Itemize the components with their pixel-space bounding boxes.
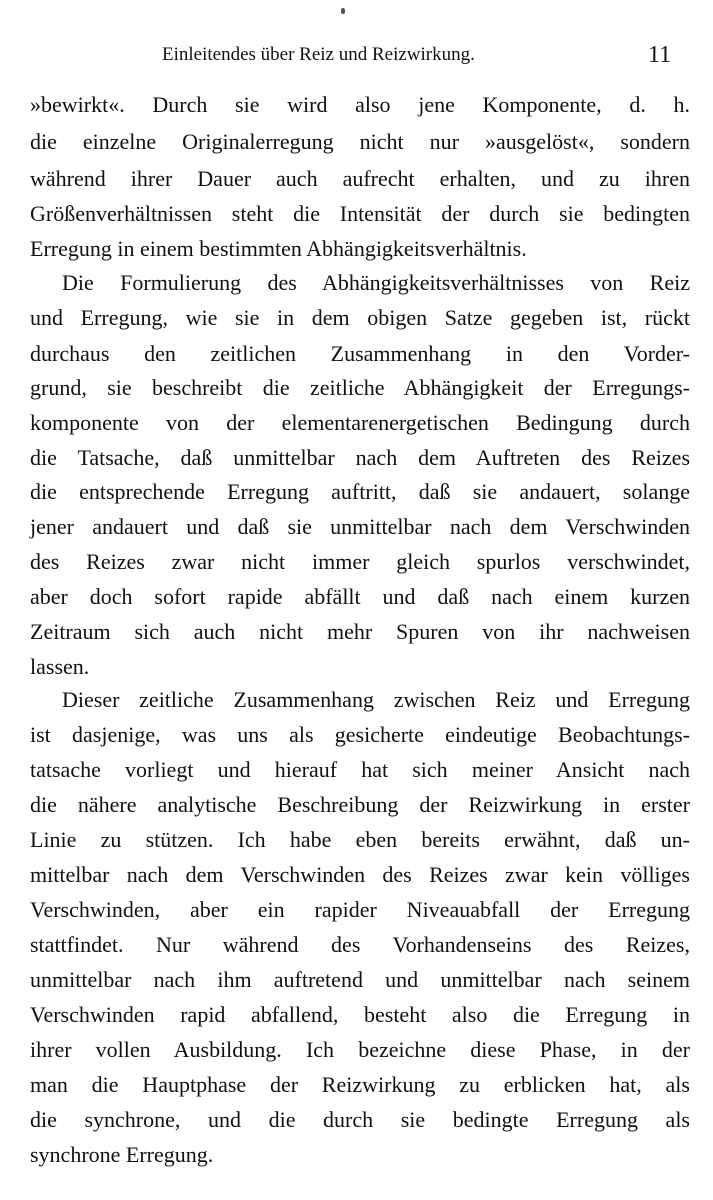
text-line: die einzelne Originalerregung nicht nur »ausgelöst«, sondern (30, 129, 690, 154)
text-line: die synchrone, und die durch sie bedingte Erregung als (30, 1107, 690, 1132)
text-line: Die Formulierung des Abhängigkeitsverhältnisses von Reiz (62, 270, 690, 295)
text-line: ist dasjenige, was uns als gesicherte eindeutige Beobachtungs- (30, 722, 690, 747)
text-line: mittelbar nach dem Verschwinden des Reizes zwar kein völliges (30, 862, 690, 887)
text-line: Erregung in einem bestimmten Abhängigkeitsverhältnis. (30, 236, 527, 261)
text-line: während ihrer Dauer auch aufrecht erhalten, und zu ihren (30, 166, 690, 191)
text-line: man die Hauptphase der Reizwirkung zu erblicken hat, als (30, 1072, 690, 1097)
text-line: Dieser zeitliche Zusammenhang zwischen Reiz und Erregung (62, 687, 690, 712)
print-speck (341, 8, 345, 14)
text-line: die entsprechende Erregung auftritt, daß sie andauert, solange (30, 479, 690, 504)
running-title: Einleitendes über Reiz und Reizwirkung. (162, 44, 475, 65)
text-line: Größenverhältnissen steht die Intensität der durch sie bedingten (30, 201, 690, 226)
text-line: unmittelbar nach ihm auftretend und unmittelbar nach seinem (30, 967, 690, 992)
text-line: lassen. (30, 654, 90, 679)
text-line: synchrone Erregung. (30, 1142, 214, 1167)
text-line: die Tatsache, daß unmittelbar nach dem Auftreten des Reizes (30, 445, 690, 470)
text-line: Linie zu stützen. Ich habe eben bereits erwähnt, daß un- (30, 827, 690, 852)
text-line: durchaus den zeitlichen Zusammenhang in den Vorder- (30, 341, 690, 366)
text-line: stattfindet. Nur während des Vorhandenseins des Reizes, (30, 932, 690, 957)
text-line: grund, sie beschreibt die zeitliche Abhängigkeit der Erregungs- (30, 375, 690, 400)
text-line: aber doch sofort rapide abfällt und daß nach einem kurzen (30, 584, 690, 609)
text-line: Verschwinden, aber ein rapider Niveauabfall der Erregung (30, 897, 690, 922)
page-number: 11 (648, 42, 672, 68)
text-line: tatsache vorliegt und hierauf hat sich meiner Ansicht nach (30, 757, 690, 782)
text-line: komponente von der elementarenergetischen Bedingung durch (30, 410, 690, 435)
text-line: und Erregung, wie sie in dem obigen Satze gegeben ist, rückt (30, 305, 690, 330)
text-line: die nähere analytische Beschreibung der Reizwirkung in erster (30, 792, 690, 817)
text-line: Zeitraum sich auch nicht mehr Spuren von ihr nachweisen (30, 619, 690, 644)
text-line: jener andauert und daß sie unmittelbar nach dem Verschwinden (30, 514, 690, 539)
text-line: Verschwinden rapid abfallend, besteht also die Erregung in (30, 1002, 690, 1027)
page-header (0, 42, 713, 74)
text-line: ihrer vollen Ausbildung. Ich bezeichne diese Phase, in der (30, 1037, 690, 1062)
text-line: »bewirkt«. Durch sie wird also jene Komponente, d. h. (30, 92, 690, 117)
text-line: des Reizes zwar nicht immer gleich spurlos verschwindet, (30, 549, 690, 574)
